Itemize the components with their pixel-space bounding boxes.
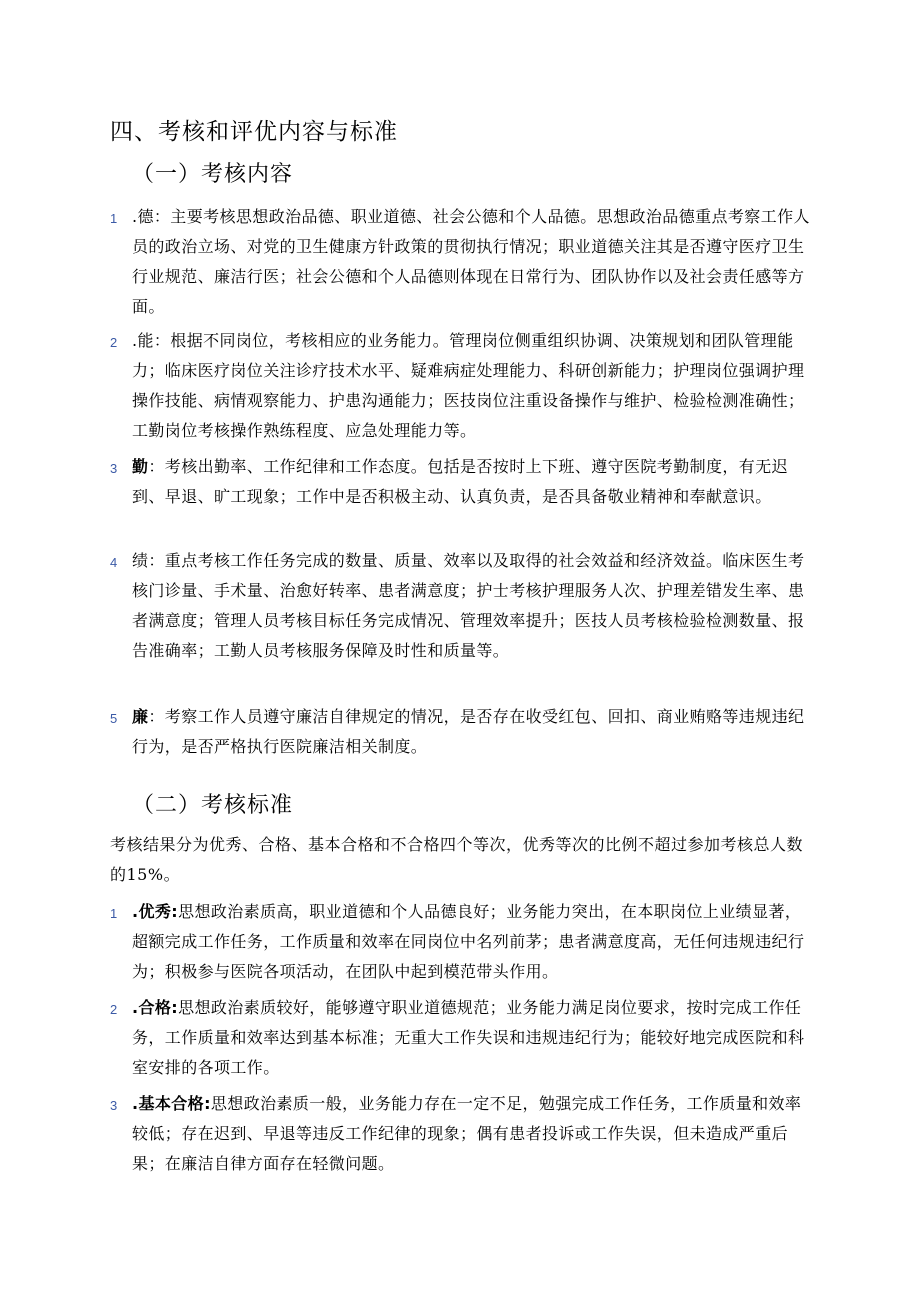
list-number: 3	[110, 1098, 118, 1113]
content-item-lian	[110, 702, 810, 762]
item-key: 廉	[132, 707, 149, 726]
list-number: 1	[110, 211, 118, 226]
item-key: .合格:	[132, 998, 179, 1017]
item-body: ：根据不同岗位，考核相应的业务能力。管理岗位侧重组织协调、决策规划和团队管理能力；临床医疗岗位关注诊疗技术水平、疑难病症处理能力、科研创新能力；护理岗位强调护理操作技能、病情观察能力、护患沟通能力；医技岗位注重设备操作与维护、检验检测准确性；工勤岗位考核操作熟练程度、应急处理能力等。	[132, 331, 805, 440]
content-item-neng	[110, 326, 810, 446]
item-body: ：考察工作人员遵守廉洁自律规定的情况，是否存在收受红包、回扣、商业贿赂等违规违纪行为，是否严格执行医院廉洁相关制度。	[132, 707, 805, 756]
item-text	[132, 897, 810, 987]
list-number: 1	[110, 906, 118, 921]
item-text	[132, 993, 810, 1083]
item-text	[132, 1089, 810, 1179]
item-text	[132, 202, 810, 322]
item-key: .基本合格:	[132, 1094, 211, 1113]
content-heading: （一）考核内容	[132, 162, 294, 187]
item-text	[132, 452, 810, 512]
item-body: ：重点考核工作任务完成的数量、质量、效率以及取得的社会效益和经济效益。临床医生考核门诊量、手术量、治愈好转率、患者满意度；护士考核护理服务人次、护理差错发生率、患者满意度；管理人员考核目标任务完成情况、管理效率提升；医技人员考核检验检测数量、报告准确率；工勤人员考核服务保障及时性和质量等。	[132, 551, 805, 660]
item-text	[132, 326, 810, 446]
standard-item-qualified	[110, 993, 810, 1083]
item-key: 勤	[132, 457, 149, 476]
item-key: .德	[132, 207, 154, 226]
standard-heading: （二）考核标准	[132, 793, 294, 818]
list-number: 5	[110, 711, 118, 726]
content-item-ji	[110, 546, 810, 666]
standard-item-basic	[110, 1089, 810, 1179]
item-body: 思想政治素质较好，能够遵守职业道德规范；业务能力满足岗位要求，按时完成工作任务，工作质量和效率达到基本标准；无重大工作失误和违规违纪行为；能较好地完成医院和科室安排的各项工作。	[132, 998, 805, 1077]
content-item-de	[110, 202, 810, 322]
list-number: 2	[110, 1002, 118, 1017]
list-number: 3	[110, 461, 118, 476]
list-number: 2	[110, 335, 118, 350]
item-body: 思想政治素质高，职业道德和个人品德良好；业务能力突出，在本职岗位上业绩显著，超额完成工作任务，工作质量和效率在同岗位中名列前茅；患者满意度高，无任何违规违纪行为；积极参与医院各项活动，在团队中起到模范带头作用。	[132, 902, 805, 981]
item-key: .优秀:	[132, 902, 179, 921]
item-body: ：考核出勤率、工作纪律和工作态度。包括是否按时上下班、遵守医院考勤制度，有无迟到、早退、旷工现象；工作中是否积极主动、认真负责，是否具备敬业精神和奉献意识。	[132, 457, 789, 506]
item-key: .能	[132, 331, 154, 350]
standard-item-excellent	[110, 897, 810, 987]
section-title: 四、考核和评优内容与标准	[110, 119, 398, 145]
item-text	[132, 702, 810, 762]
item-body: 思想政治素质一般，业务能力存在一定不足，勉强完成工作任务，工作质量和效率较低；存在迟到、早退等违反工作纪律的现象；偶有患者投诉或工作失误，但未造成严重后果；在廉洁自律方面存在轻微问题。	[132, 1094, 802, 1173]
item-body: ：主要考核思想政治品德、职业道德、社会公德和个人品德。思想政治品德重点考察工作人员的政治立场、对党的卫生健康方针政策的贯彻执行情况；职业道德关注其是否遵守医疗卫生行业规范、廉洁行医；社会公德和个人品德则体现在日常行为、团队协作以及社会责任感等方面。	[132, 207, 810, 316]
content-item-qin	[110, 452, 810, 512]
item-text	[132, 546, 810, 666]
standard-intro: 考核结果分为优秀、合格、基本合格和不合格四个等次，优秀等次的比例不超过参加考核总人数的15%。	[110, 835, 804, 884]
list-number: 4	[110, 555, 118, 570]
item-key: 绩	[132, 551, 149, 570]
